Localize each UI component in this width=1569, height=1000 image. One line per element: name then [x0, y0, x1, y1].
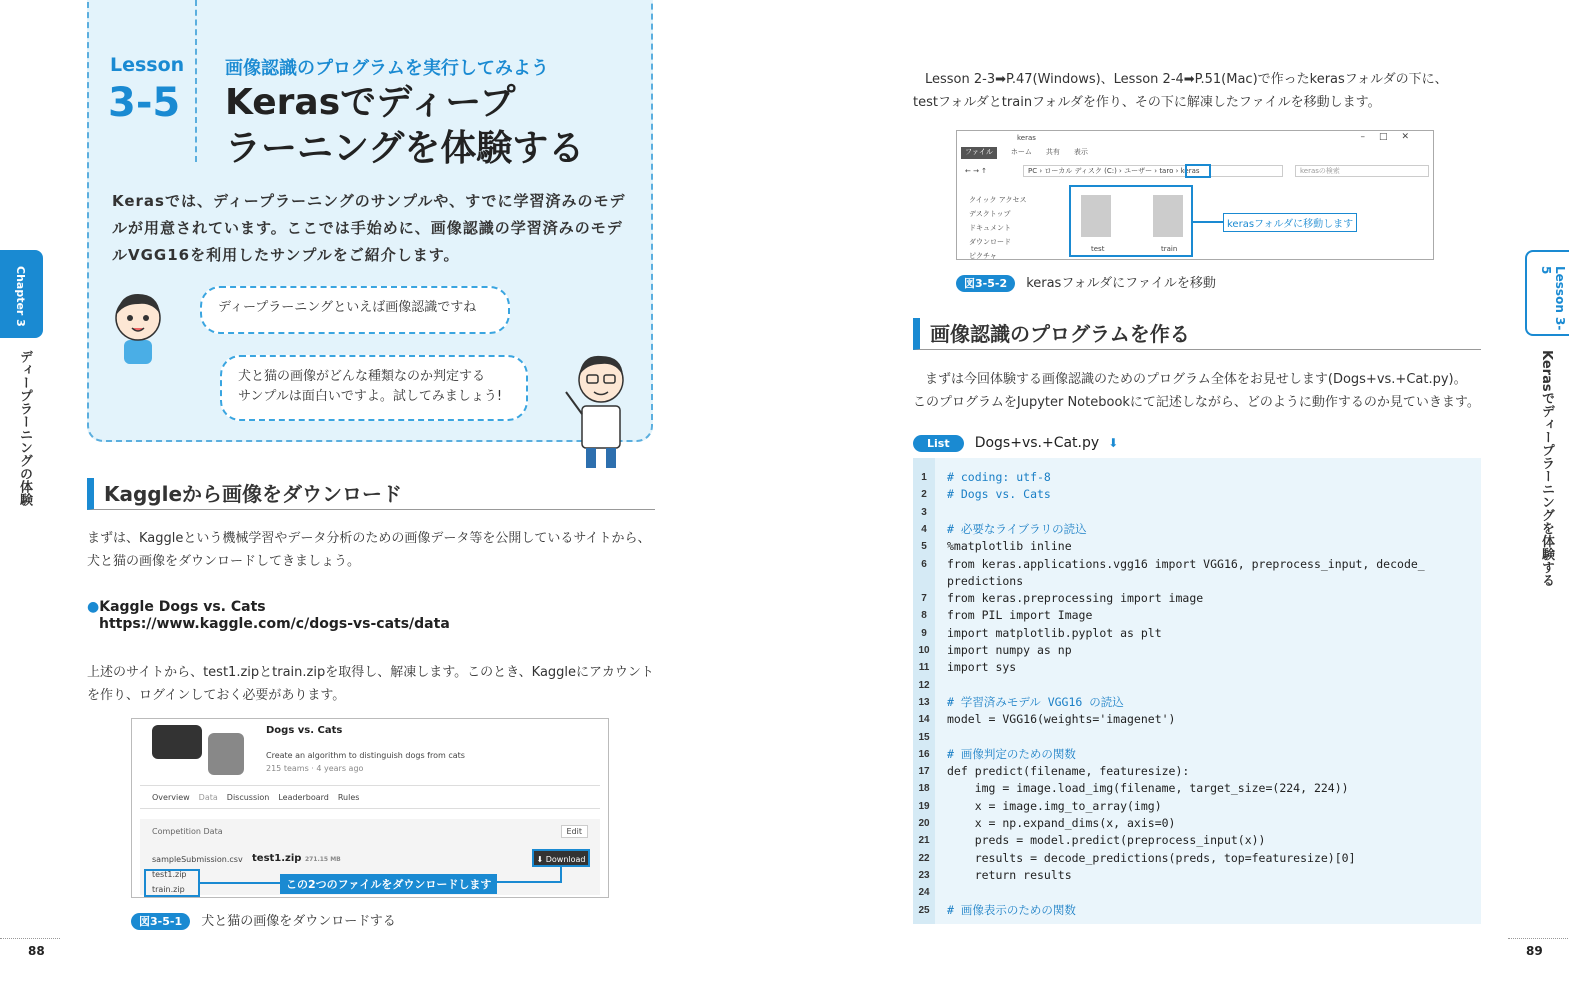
code-text: def predict(filename, featuresize): — [947, 764, 1190, 779]
line-number: 20 — [918, 818, 930, 829]
lesson-tab — [1525, 250, 1569, 336]
tab-data[interactable]: Data — [198, 792, 218, 802]
paragraph-line: まずは今回体験する画像認識のためのプログラム全体をお見せします(Dogs+vs.+Cat.py)。 — [925, 372, 1467, 387]
line-number: 15 — [918, 731, 930, 743]
code-line — [913, 902, 1481, 919]
line-number: 6 — [921, 558, 927, 570]
nav-item[interactable]: デスクトップ — [969, 210, 1011, 218]
code-text: # 画像表示のための関数 — [947, 902, 1076, 917]
folder-label: test — [1091, 245, 1105, 253]
figure-tag: 図3-5-1 — [131, 913, 190, 930]
paragraph: 上述のサイトから、test1.zipとtrain.zipを取得し、解凍します。このとき、Kaggleにアカウントを作り、ログインしておく必要があります。 — [87, 665, 654, 703]
line-number: 12 — [918, 679, 930, 691]
code-line — [913, 538, 1481, 555]
speech-bubble-teacher — [220, 355, 528, 421]
callout-line — [200, 882, 280, 884]
ribbon-tab[interactable]: ファイル — [961, 147, 997, 159]
selected-file-name: test1.zip 271.15 MB — [252, 853, 341, 864]
code-text: preds = model.predict(preprocess_input(x)) — [947, 833, 1266, 848]
code-text: # 必要なライブラリの読込 — [947, 521, 1087, 536]
code-line — [913, 486, 1481, 503]
line-number: 17 — [918, 766, 930, 778]
figure1-caption — [131, 910, 396, 929]
code-text: results = decode_predictions(preds, top=featuresize)[0] — [947, 850, 1356, 865]
search-input[interactable]: kerasの検索 — [1295, 165, 1429, 177]
callout-line — [560, 865, 562, 883]
list-filename: Dogs+vs.+Cat.py — [974, 435, 1100, 451]
line-number: 5 — [921, 541, 927, 553]
line-number: 19 — [918, 800, 930, 812]
paragraph — [913, 68, 1493, 114]
code-line — [913, 867, 1481, 884]
tab-leaderboard[interactable]: Leaderboard — [278, 792, 329, 802]
code-line — [913, 469, 1481, 486]
code-text: model = VGG16(weights='imagenet') — [947, 712, 1176, 727]
ribbon-tab[interactable]: ホーム — [1010, 148, 1032, 156]
kaggle-link-block — [87, 599, 587, 633]
paragraph: まずは、Kaggleという機械学習やデータ分析のための画像データ等を公開しているサイトから、犬と猫の画像をダウンロードしてきましょう。 — [87, 531, 651, 569]
line-number: 21 — [918, 835, 930, 847]
dog-image — [152, 725, 202, 759]
ribbon-tabs — [957, 147, 1433, 159]
section-heading-kaggle: Kaggleから画像をダウンロード — [87, 478, 655, 510]
lesson-title — [225, 80, 645, 172]
code-text: x = np.expand_dims(x, axis=0) — [947, 816, 1176, 830]
code-line — [913, 746, 1481, 763]
code-line — [913, 677, 1481, 694]
caption-text: kerasフォルダにファイルを移動 — [1026, 276, 1216, 291]
speech-bubble-boy: ディープラーニングといえば画像認識ですね — [200, 286, 510, 334]
competition-description: Create an algorithm to distinguish dogs from cats — [266, 751, 465, 760]
line-number: 18 — [918, 783, 930, 795]
line-number: 14 — [918, 714, 930, 726]
line-number: 10 — [918, 645, 930, 656]
code-text: %matplotlib inline — [947, 539, 1072, 554]
window-title: keras — [1017, 134, 1036, 142]
code-line — [913, 642, 1481, 659]
address-bar[interactable]: PC › ローカル ディスク (C:) › ユーザー › taro › keras — [1023, 165, 1283, 177]
file-item[interactable]: train.zip — [152, 885, 185, 894]
list-label — [913, 432, 1118, 451]
code-line — [913, 504, 1481, 521]
lesson-tab-label: Lesson 3-5 — [1539, 266, 1567, 331]
file-item[interactable]: test1.zip — [152, 870, 187, 879]
code-text: from keras.preprocessing import image — [947, 591, 1204, 606]
line-number: 1 — [921, 472, 927, 483]
caption-text: 犬と猫の画像をダウンロードする — [201, 914, 396, 929]
competition-tabs — [140, 785, 600, 809]
code-line — [913, 798, 1481, 815]
competition-data-panel — [140, 819, 600, 895]
highlight-box — [144, 869, 200, 897]
download-callout: この2つのファイルをダウンロードします — [280, 874, 497, 894]
line-number: 8 — [921, 610, 927, 622]
move-callout: kerasフォルダに移動します — [1223, 213, 1357, 232]
code-line — [913, 521, 1481, 538]
line-number: 4 — [921, 523, 927, 535]
tab-overview[interactable]: Overview — [152, 792, 190, 802]
code-text: # Dogs vs. Cats — [947, 487, 1051, 502]
list-tag: List — [913, 435, 964, 452]
code-line — [913, 590, 1481, 607]
chapter-tab — [0, 250, 43, 338]
paragraph-line: testフォルダとtrainフォルダを作り、その下に解凍したファイルを移動します。 — [913, 95, 1381, 110]
teacher-character-icon — [560, 348, 640, 470]
line-number: 16 — [918, 748, 930, 760]
download-icon[interactable]: ⬇ — [1108, 436, 1119, 450]
code-text: import numpy as np — [947, 643, 1072, 657]
lesson-divider — [195, 0, 197, 162]
section-heading-program: 画像認識のプログラムを作る — [913, 318, 1481, 350]
line-number: 24 — [918, 887, 930, 899]
ribbon-tab[interactable]: 共有 — [1045, 148, 1060, 156]
bubble-line: 犬と猫の画像がどんな種類なのか判定する — [238, 369, 486, 384]
code-text: return results — [947, 867, 1072, 882]
tab-discussion[interactable]: Discussion — [226, 792, 270, 802]
nav-pane — [969, 193, 1027, 263]
page-rule — [0, 938, 60, 939]
code-line — [913, 832, 1481, 849]
code-text: img = image.load_img(filename, target_size=(224, 224)) — [947, 781, 1349, 796]
code-line — [913, 694, 1481, 711]
page-number-right: 89 — [1526, 944, 1543, 958]
competition-meta: 215 teams · 4 years ago — [266, 764, 364, 773]
nav-arrows-icon[interactable]: ← → ↑ — [965, 167, 988, 175]
nav-item[interactable]: ピクチャ — [969, 252, 997, 260]
code-line — [913, 711, 1481, 728]
figure-tag: 図3-5-2 — [956, 275, 1015, 292]
line-number: 9 — [921, 627, 927, 639]
code-line — [913, 850, 1481, 867]
window-controls[interactable]: –□✕ — [1360, 132, 1423, 142]
explorer-screenshot-figure — [956, 130, 1434, 260]
chapter-side-title: ディープラーニングの体験 — [17, 350, 32, 506]
code-line — [913, 780, 1481, 797]
code-text: x = image.img_to_array(img) — [947, 798, 1162, 813]
intro-text: Kerasでは、ディープラーニングのサンプルや、すでに学習済みのモデルが用意されています。ここでは手始めに、画像認識の学習済みのモデルVGG16を利用したサンプルをご紹介します。 — [112, 192, 626, 264]
lesson-number: 3-5 — [108, 80, 181, 126]
figure2-caption — [956, 272, 1216, 291]
ribbon-tab[interactable]: 表示 — [1073, 148, 1088, 156]
code-line — [913, 815, 1481, 832]
line-number: 11 — [918, 662, 930, 674]
code-line — [913, 659, 1481, 676]
lesson-subtitle: 画像認識のプログラムを実行してみよう — [225, 58, 549, 79]
callout-line — [1193, 221, 1223, 223]
line-number: 23 — [918, 869, 930, 881]
code-text: # coding: utf-8 — [947, 470, 1051, 484]
lesson-side-title: Kerasでディープラーニングを体験する — [1539, 350, 1554, 587]
kaggle-url-link[interactable]: https://www.kaggle.com/c/dogs-vs-cats/data — [99, 616, 450, 632]
download-button[interactable]: ⬇ Download — [532, 849, 590, 867]
link-title: Kaggle Dogs vs. Cats — [99, 599, 266, 615]
lesson-title-line2: ラーニングを体験する — [225, 128, 585, 169]
highlight-box — [1185, 164, 1211, 178]
cat-image — [208, 733, 244, 775]
folder-label: train — [1161, 245, 1178, 253]
code-line — [913, 763, 1481, 780]
nav-item[interactable]: クイック アクセス — [969, 196, 1027, 204]
folder-icon[interactable] — [1153, 195, 1183, 237]
bullet-icon: ● — [87, 599, 100, 615]
code-text: import matplotlib.pyplot as plt — [947, 625, 1162, 640]
boy-character-icon — [108, 288, 168, 364]
nav-item[interactable]: ドキュメント — [969, 224, 1011, 232]
code-text: predictions — [947, 573, 1024, 588]
folder-highlight — [1069, 185, 1193, 257]
code-line — [913, 607, 1481, 624]
line-number: 13 — [918, 696, 930, 708]
lesson-title-line1: Kerasでディープ — [225, 82, 516, 123]
code-line — [913, 729, 1481, 746]
tab-rules[interactable]: Rules — [337, 792, 360, 802]
folder-icon[interactable] — [1081, 195, 1111, 237]
line-number: 25 — [918, 904, 930, 916]
line-number: 22 — [918, 852, 930, 864]
edit-button[interactable]: Edit — [561, 825, 589, 838]
code-line — [913, 625, 1481, 642]
code-text: from PIL import Image — [947, 608, 1093, 623]
chapter-tab-label: Chapter 3 — [14, 266, 27, 327]
paragraph-line: このプログラムをJupyter Notebookにて記述しながら、どのように動作するのか見ていきます。 — [913, 395, 1480, 410]
page-number-left: 88 — [28, 944, 45, 958]
kaggle-screenshot-figure — [131, 718, 609, 898]
nav-item[interactable]: ダウンロード — [969, 238, 1011, 246]
code-text: from keras.applications.vgg16 import VGG16, preprocess_input, decode_ — [947, 556, 1425, 571]
bubble-line: サンプルは面白いですよ。試してみましょう! — [238, 389, 503, 404]
paragraph-line: Lesson 2-3➡P.47(Windows)、Lesson 2-4➡P.51(Mac)で作ったkerasフォルダの下に、 — [925, 72, 1448, 87]
competition-title: Dogs vs. Cats — [266, 725, 343, 736]
page-rule — [1508, 938, 1568, 939]
line-number: 2 — [921, 489, 927, 501]
line-number: 7 — [921, 593, 927, 605]
file-item[interactable]: sampleSubmission.csv — [152, 855, 243, 864]
line-number: 3 — [921, 506, 927, 518]
paragraph — [913, 368, 1503, 414]
competition-data-heading: Competition Data — [152, 827, 223, 836]
code-line — [913, 556, 1481, 573]
code-text: # 学習済みモデル VGG16 の読込 — [947, 694, 1124, 709]
code-line — [913, 884, 1481, 901]
code-line — [913, 573, 1481, 590]
code-text: import sys — [947, 660, 1017, 675]
code-text: # 画像判定のための関数 — [947, 746, 1076, 761]
lesson-label: Lesson — [110, 54, 185, 76]
